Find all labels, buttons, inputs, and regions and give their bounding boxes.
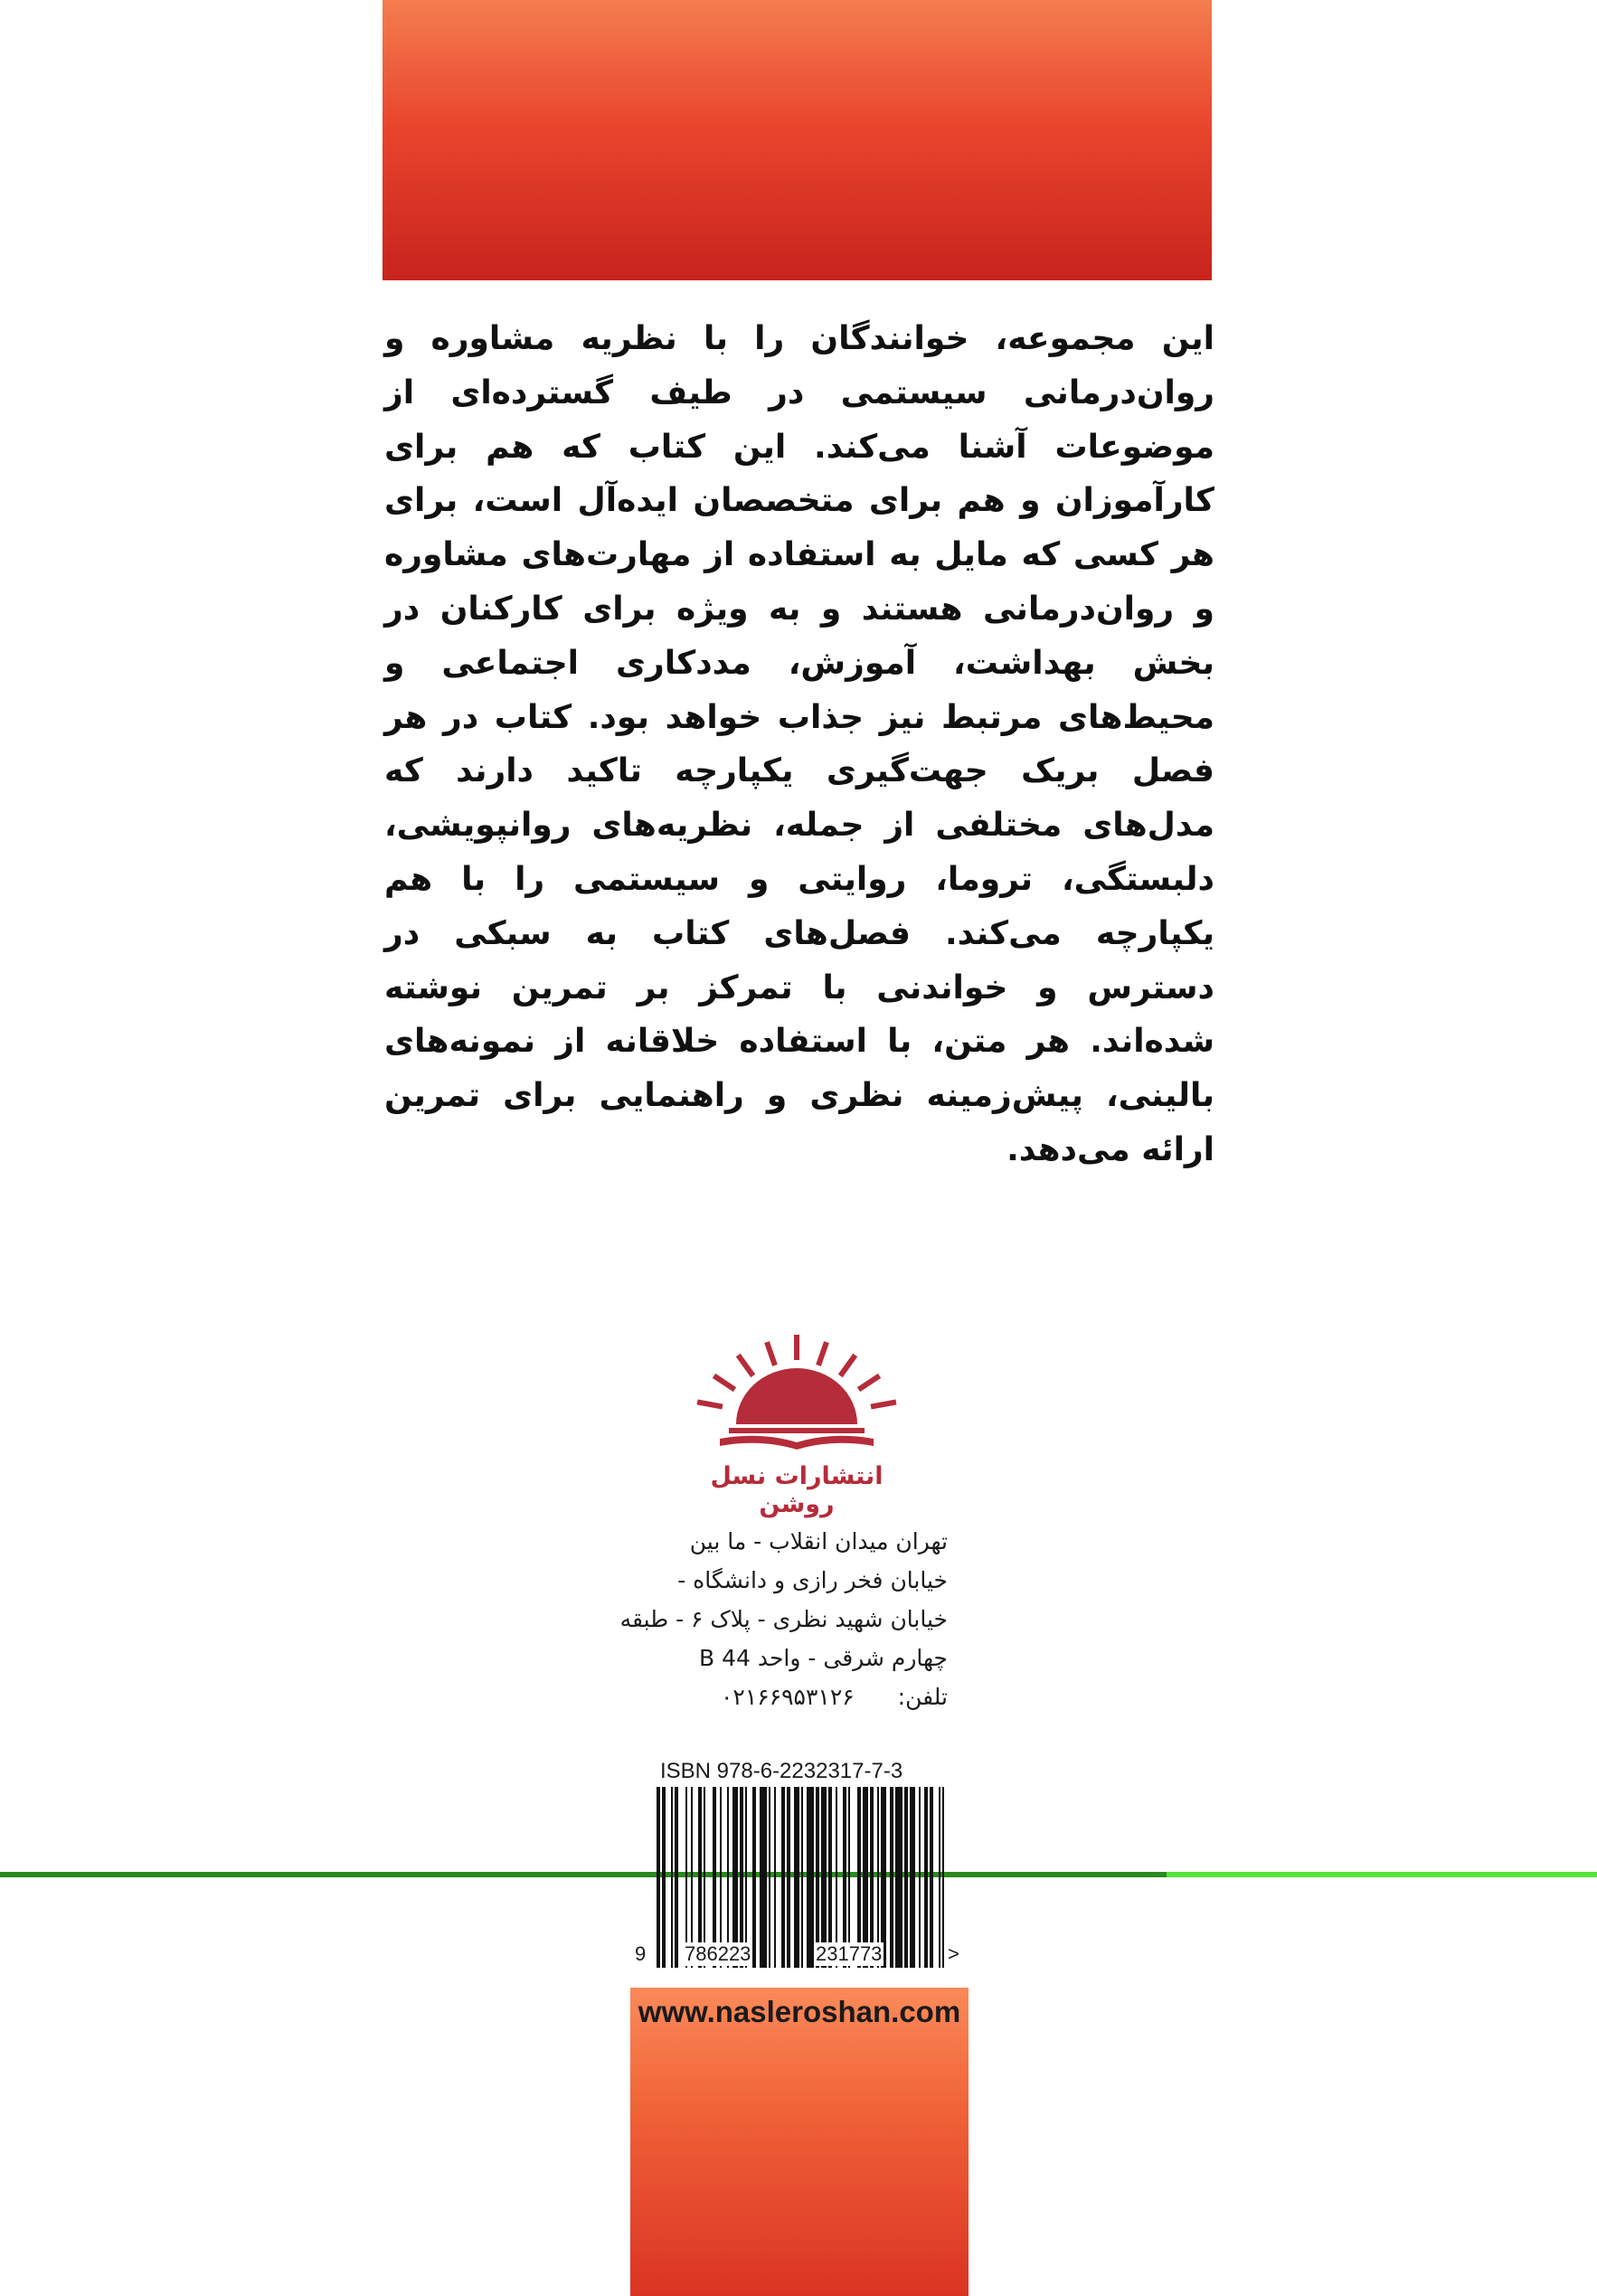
barcode-bar — [930, 1787, 933, 1968]
sunrise-book-icon — [684, 1334, 910, 1460]
barcode-bar — [713, 1787, 716, 1968]
barcode-bar — [774, 1787, 776, 1968]
barcode-bar — [857, 1787, 861, 1968]
barcode-bar — [870, 1787, 874, 1968]
publisher-address — [619, 1522, 948, 1716]
barcode-bar — [787, 1787, 790, 1968]
barcode-bar — [828, 1787, 832, 1968]
website-url: www.nasleroshan.com — [638, 1995, 961, 2028]
phone-row — [633, 1677, 948, 1716]
address-line: تهران میدان انقلاب - ما بین — [689, 1528, 948, 1554]
barcode-bar — [671, 1787, 673, 1968]
publisher-logo-text: انتشارات نسل روشن — [710, 1462, 884, 1518]
barcode-bar — [807, 1787, 814, 1968]
barcode-bar — [895, 1787, 902, 1968]
barcode-bar — [848, 1787, 850, 1968]
barcode-bar — [836, 1787, 837, 1968]
barcode-digit-first: 9 — [635, 1942, 647, 1965]
bottom-color-band — [630, 1988, 969, 2296]
barcode-bar — [881, 1787, 886, 1968]
barcode-bar — [816, 1787, 819, 1968]
barcode-bar — [685, 1787, 687, 1968]
barcode-bar — [910, 1787, 915, 1968]
phone-number: ۰۲۱۶۶۹۵۳۱۲۶ — [720, 1684, 855, 1710]
barcode-bar — [752, 1787, 756, 1968]
barcode-bar — [727, 1787, 729, 1968]
green-rule-light — [1167, 1872, 1597, 1877]
barcode-bar — [821, 1787, 827, 1968]
barcode-bar — [740, 1787, 743, 1968]
address-line: خیابان فخر رازی و دانشگاه - — [677, 1567, 948, 1593]
barcode-bar — [939, 1787, 940, 1968]
isbn-label: ISBN 978-6-2232317-7-3 — [660, 1759, 903, 1783]
barcode-bar — [675, 1787, 678, 1968]
barcode-bar — [691, 1787, 693, 1968]
barcode-bar — [769, 1787, 770, 1968]
barcode-bar — [662, 1787, 666, 1968]
barcode-bar — [877, 1787, 879, 1968]
barcode-bar — [794, 1787, 799, 1968]
barcode-bar — [801, 1787, 803, 1968]
barcode-bar — [704, 1787, 705, 1968]
barcode-bar — [732, 1787, 738, 1968]
top-color-band — [383, 0, 1212, 280]
barcode-digits-left: 786223 — [685, 1942, 751, 1965]
barcode-bar — [657, 1787, 660, 1968]
barcode-bar — [698, 1787, 702, 1968]
barcode-bar — [760, 1787, 767, 1968]
back-cover-blurb: این مجموعه، خوانندگان را با نظریه مشاوره و روان‌درمانی سیستمی در طیف گسترده‌ای از موضوعات آشنا می‌کند. این کتاب که هم برای کارآموزان و هم برای متخصصان ایده‌آل است، برای هر کسی که مایل به استفاده از مهارت‌های مشاوره و روان‌درمانی هستند و به ویژه برای کارکنان در بخش بهداشت، آموزش، مددکاری اجتماعی و محیط‌های مرتبط نیز جذاب خواهد بود. کتاب در هر فصل بریک جهت‌گیری یکپارچه تاکید دارند که مدل‌های مختلفی از جمله، نظریه‌های روانپویشی، دلبستگی، تروما، روایتی و سیستمی را با هم یکپارچه می‌کند. فصل‌های کتاب به سبکی در دسترس و خواندنی با تمرکز بر تمرین نوشته شده‌اند. هر متن، با استفاده خلاقانه از نمونه‌های بالینی، پیش‌زمینه نظری و راهنمایی برای تمرین ارائه می‌دهد. — [384, 320, 1214, 1168]
barcode-quiet-mark: > — [948, 1942, 959, 1965]
barcode-bar — [863, 1787, 868, 1968]
barcode-bar — [904, 1787, 908, 1968]
barcode-bar — [720, 1787, 722, 1968]
barcode-bar — [924, 1787, 928, 1968]
address-line: چهارم شرقی - واحد 44 B — [698, 1645, 948, 1671]
barcode-bar — [919, 1787, 921, 1968]
isbn-barcode — [657, 1787, 944, 1968]
barcode-digits-right: 231773 — [816, 1942, 883, 1965]
barcode-bar — [745, 1787, 747, 1968]
phone-label: تلفن: — [897, 1684, 948, 1710]
publisher-logo — [684, 1334, 910, 1518]
green-rule — [0, 1872, 1167, 1877]
barcode-bar — [843, 1787, 846, 1968]
barcode-bar — [781, 1787, 785, 1968]
barcode-digits — [633, 1942, 959, 1970]
address-line: خیابان شهید نظری - پلاک ۶ - طبقه — [619, 1606, 948, 1632]
barcode-bar — [890, 1787, 893, 1968]
barcode-bar — [942, 1787, 944, 1968]
